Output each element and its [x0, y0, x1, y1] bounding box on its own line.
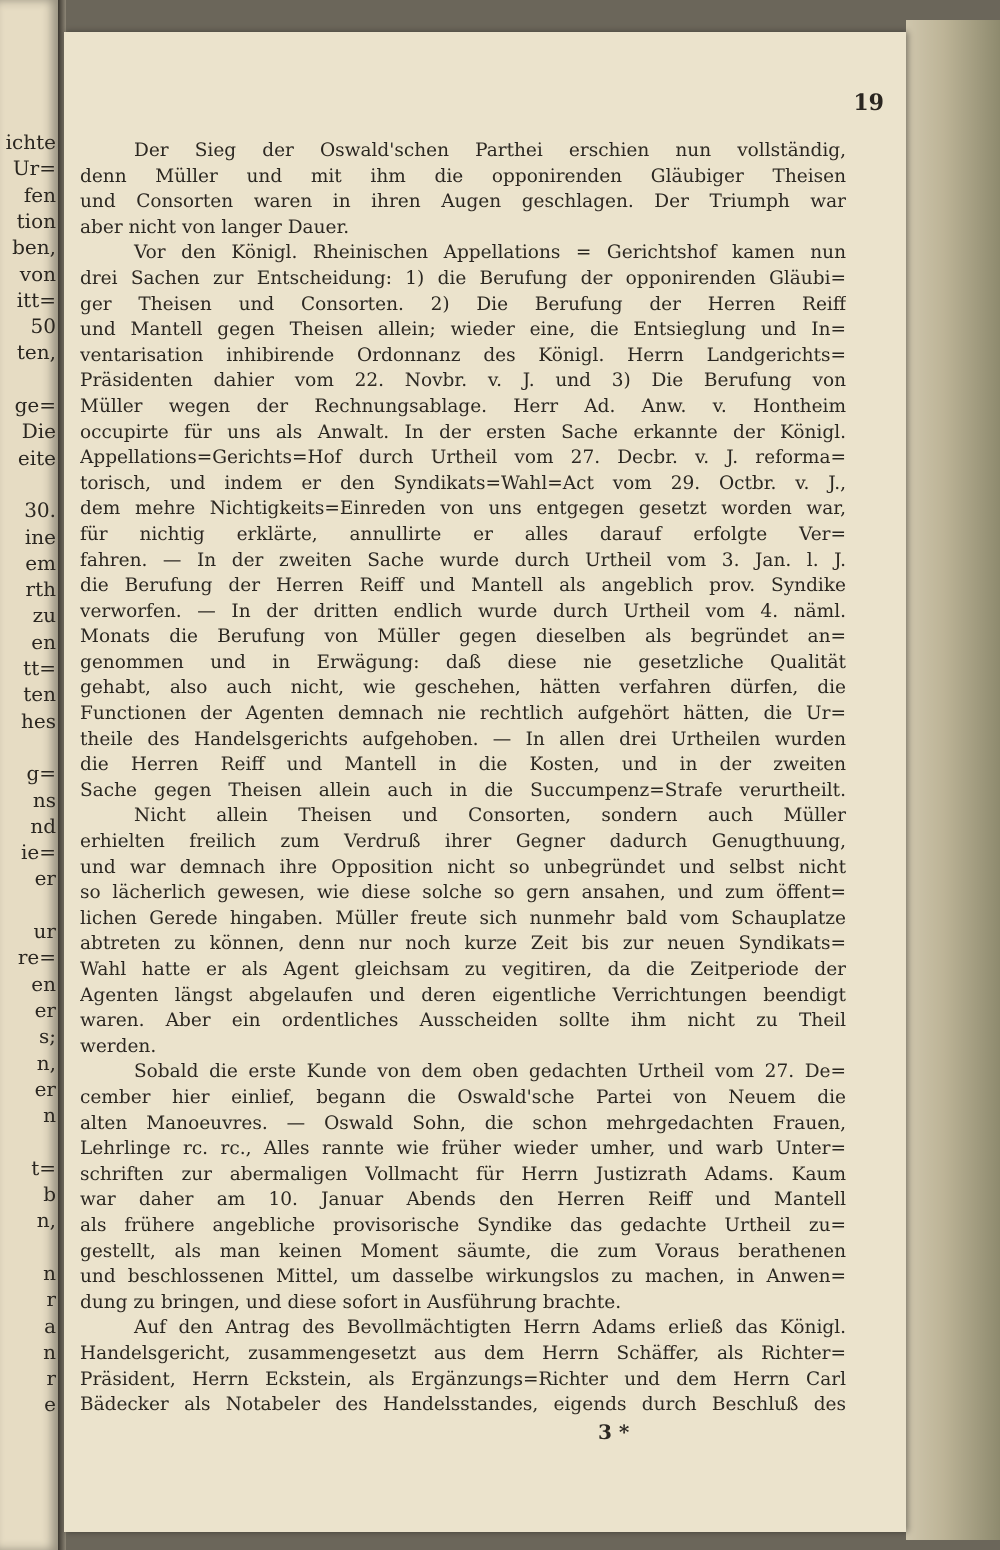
- left-page-fragment: er: [34, 1076, 56, 1101]
- left-page-fragment: ten: [23, 682, 56, 707]
- text-line: abtreten zu können, denn nur noch kurze Zeit bis zur neuen Syndikats=: [80, 933, 846, 955]
- left-page-fragment: r: [46, 1366, 56, 1391]
- text-line: Agenten längst abgelaufen und deren eigentliche Verrichtungen beendigt: [80, 984, 846, 1006]
- left-page-fragment: zu: [32, 603, 56, 628]
- left-page-fragment: n: [43, 1339, 56, 1364]
- text-line: Sache gegen Theisen allein auch in die Succumpenz=Strafe verurtheilt.: [80, 779, 846, 801]
- text-line: für nichtig erklärte, annullirte er alles darauf erfolgte Ver=: [80, 523, 846, 545]
- left-page-fragment: n,: [36, 1050, 56, 1075]
- left-page-fragment: ur: [33, 919, 56, 943]
- text-line: gestellt, als man keinen Moment säumte, die zum Voraus berathenen: [80, 1240, 846, 1262]
- left-page-fragment: Die: [21, 419, 56, 444]
- text-line: fahren. — In der zweiten Sache wurde durch Urtheil vom 3. Jan. l. J.: [80, 549, 846, 571]
- left-page-fragment: re=: [17, 945, 56, 970]
- text-line: und beschlossenen Mittel, um dasselbe wirkungslos zu machen, in Anwen=: [80, 1266, 846, 1288]
- text-line: die Berufung der Herren Reiff und Mantell als angeblich prov. Syndike: [80, 575, 846, 597]
- text-line: war daher am 10. Januar Abends den Herren Reiff und Mantell: [80, 1189, 846, 1211]
- left-page-fragment: g=: [26, 761, 56, 786]
- left-page-fragment: Ur=: [12, 156, 56, 181]
- left-page-fragment: b: [43, 1182, 56, 1206]
- left-page-fragment: ten,: [16, 340, 56, 365]
- left-page-fragment: ns: [32, 787, 56, 812]
- text-line: aber nicht von langer Dauer.: [80, 216, 350, 238]
- left-page-fragment: eite: [17, 445, 56, 470]
- text-line: ger Theisen und Consorten. 2) Die Berufung der Herren Reiff: [80, 293, 846, 315]
- text-line: Auf den Antrag des Bevollmächtigten Herrn Adams erließ das Königl.: [134, 1317, 846, 1339]
- text-line: Vor den Königl. Rheinischen Appellations = Gerichtshof kamen nun: [134, 242, 846, 264]
- text-line: Handelsgericht, zusammengesetzt aus dem Herrn Schäffer, als Richter=: [80, 1342, 846, 1364]
- text-line: Präsident, Herrn Eckstein, als Ergänzungs=Richter und dem Herrn Carl: [80, 1368, 846, 1390]
- book-page: [64, 32, 906, 1532]
- text-line: dung zu bringen, und diese sofort in Ausführung brachte.: [80, 1291, 622, 1313]
- left-page-fragment: ben,: [12, 235, 56, 260]
- left-page-fragment: ge=: [14, 393, 56, 417]
- text-line: denn Müller und mit ihm die opponirenden Gläubiger Theisen: [80, 165, 846, 187]
- left-page-fragment: 50: [30, 314, 56, 339]
- text-line: und war demnach ihre Opposition nicht so unbegründet und selbst nicht: [80, 856, 846, 878]
- left-page-edge: [0, 0, 58, 1550]
- signature-mark: 3 *: [598, 1420, 630, 1444]
- left-page-fragment: en: [31, 971, 56, 996]
- left-page-fragment: n: [43, 1103, 56, 1128]
- left-page-fragment: ichte: [5, 130, 56, 154]
- left-page-fragment: r: [46, 1287, 56, 1312]
- left-page-fragment: itt=: [16, 287, 56, 312]
- text-line: dem mehre Nichtigkeits=Einreden von uns entgegen gesetzt worden war,: [80, 498, 846, 520]
- left-page-fragment: t=: [31, 1155, 56, 1180]
- text-line: genommen und in Erwägung: daß diese nie gesetzliche Qualität: [80, 651, 846, 673]
- text-line: Müller wegen der Rechnungsablage. Herr Ad. Anw. v. Hontheim: [80, 395, 846, 417]
- left-page-fragment: e: [44, 1392, 56, 1417]
- text-line: werden.: [80, 1035, 157, 1057]
- text-line: Sobald die erste Kunde von dem oben gedachten Urtheil vom 27. De=: [134, 1061, 846, 1083]
- text-line: gehabt, also auch nicht, wie geschehen, hätten verfahren dürfen, die: [80, 677, 846, 699]
- text-line: waren. Aber ein ordentliches Ausscheiden sollte ihm nicht zu Theil: [80, 1010, 846, 1032]
- left-page-fragment: nd: [30, 813, 56, 838]
- text-line: Appellations=Gerichts=Hof durch Urtheil vom 27. Decbr. v. J. reforma=: [80, 447, 846, 469]
- left-page-fragment: a: [44, 1313, 56, 1338]
- text-line: torisch, und indem er den Syndikats=Wahl=Act vom 29. Octbr. v. J.,: [80, 472, 846, 494]
- left-page-fragment: tion: [16, 208, 56, 233]
- text-line: die Herren Reiff und Mantell in die Kosten, und in der zweiten: [80, 754, 846, 776]
- text-line: lichen Gerede hingaben. Müller freute sich nunmehr bald vom Schauplatze: [80, 907, 846, 929]
- left-page-fragment: fen: [23, 182, 56, 207]
- left-page-fragment: n,: [36, 1208, 56, 1233]
- text-line: Der Sieg der Oswald'schen Parthei erschien nun vollständig,: [134, 140, 846, 161]
- text-line: und Consorten waren in ihren Augen geschlagen. Der Triumph war: [80, 191, 846, 213]
- left-page-fragment: ine: [24, 524, 56, 549]
- text-line: schriften zur abermaligen Vollmacht für Herrn Justizrath Adams. Kaum: [80, 1163, 846, 1185]
- left-page-fragment: von: [19, 261, 56, 286]
- text-line: als frühere angebliche provisorische Syndike das gedachte Urtheil zu=: [80, 1214, 846, 1236]
- page-stack-edge: [906, 20, 1000, 1540]
- left-page-fragment: hes: [21, 708, 56, 733]
- text-line: Functionen der Agenten demnach nie rechtlich aufgehört hätten, die Ur=: [80, 703, 846, 725]
- left-page-fragment: ie=: [21, 840, 56, 865]
- text-line: so lächerlich gewesen, wie diese solche so gern ansahen, und zum öffent=: [80, 882, 846, 904]
- text-line: und Mantell gegen Theisen allein; wieder eine, die Entsieglung und In=: [80, 319, 846, 341]
- text-line: alten Manoeuvres. — Oswald Sohn, die schon mehrgedachten Frauen,: [80, 1112, 846, 1134]
- text-line: ventarisation inhibirende Ordonnanz des Königl. Herrn Landgerichts=: [80, 344, 846, 366]
- text-line: drei Sachen zur Entscheidung: 1) die Berufung der opponirenden Gläubi=: [80, 267, 846, 289]
- left-page-fragment: er: [34, 997, 56, 1022]
- left-page-fragment: em: [25, 550, 56, 575]
- left-page-fragment: rth: [25, 577, 56, 602]
- text-line: theile des Handelsgerichts aufgehoben. — In allen drei Urtheilen wurden: [80, 728, 846, 750]
- text-line: occupirte für uns als Anwalt. In der ersten Sache erkannte der Königl.: [80, 421, 846, 443]
- left-page-fragment: en: [31, 629, 56, 654]
- left-page-fragment: tt=: [23, 656, 56, 680]
- page-number: 19: [853, 90, 884, 116]
- page-text: [80, 138, 846, 1418]
- left-page-fragment: 30.: [24, 498, 56, 523]
- text-line: verworfen. — In der dritten endlich wurde durch Urtheil vom 4. näml.: [80, 600, 846, 622]
- text-line: Präsidenten dahier vom 22. Novbr. v. J. und 3) Die Berufung von: [80, 370, 846, 392]
- text-line: Bädecker als Notabeler des Handelsstandes, eigends durch Beschluß des: [80, 1394, 846, 1416]
- text-line: Wahl hatte er als Agent gleichsam zu vegitiren, da die Zeitperiode der: [80, 959, 846, 980]
- left-page-fragment: n: [43, 1260, 56, 1285]
- left-page-fragment: er: [34, 866, 56, 891]
- text-line: cember hier einlief, begann die Oswald'sche Partei von Neuem die: [80, 1086, 846, 1108]
- text-line: Nicht allein Theisen und Consorten, sondern auch Müller: [134, 805, 846, 827]
- text-line: Lehrlinge rc. rc., Alles rannte wie früher wieder umher, und warb Unter=: [80, 1138, 846, 1160]
- text-line: Monats die Berufung von Müller gegen dieselben als begründet an=: [80, 626, 846, 648]
- text-line: erhielten freilich zum Verdruß ihrer Gegner dadurch Genugthuung,: [80, 831, 846, 853]
- left-page-fragment: s;: [38, 1024, 56, 1049]
